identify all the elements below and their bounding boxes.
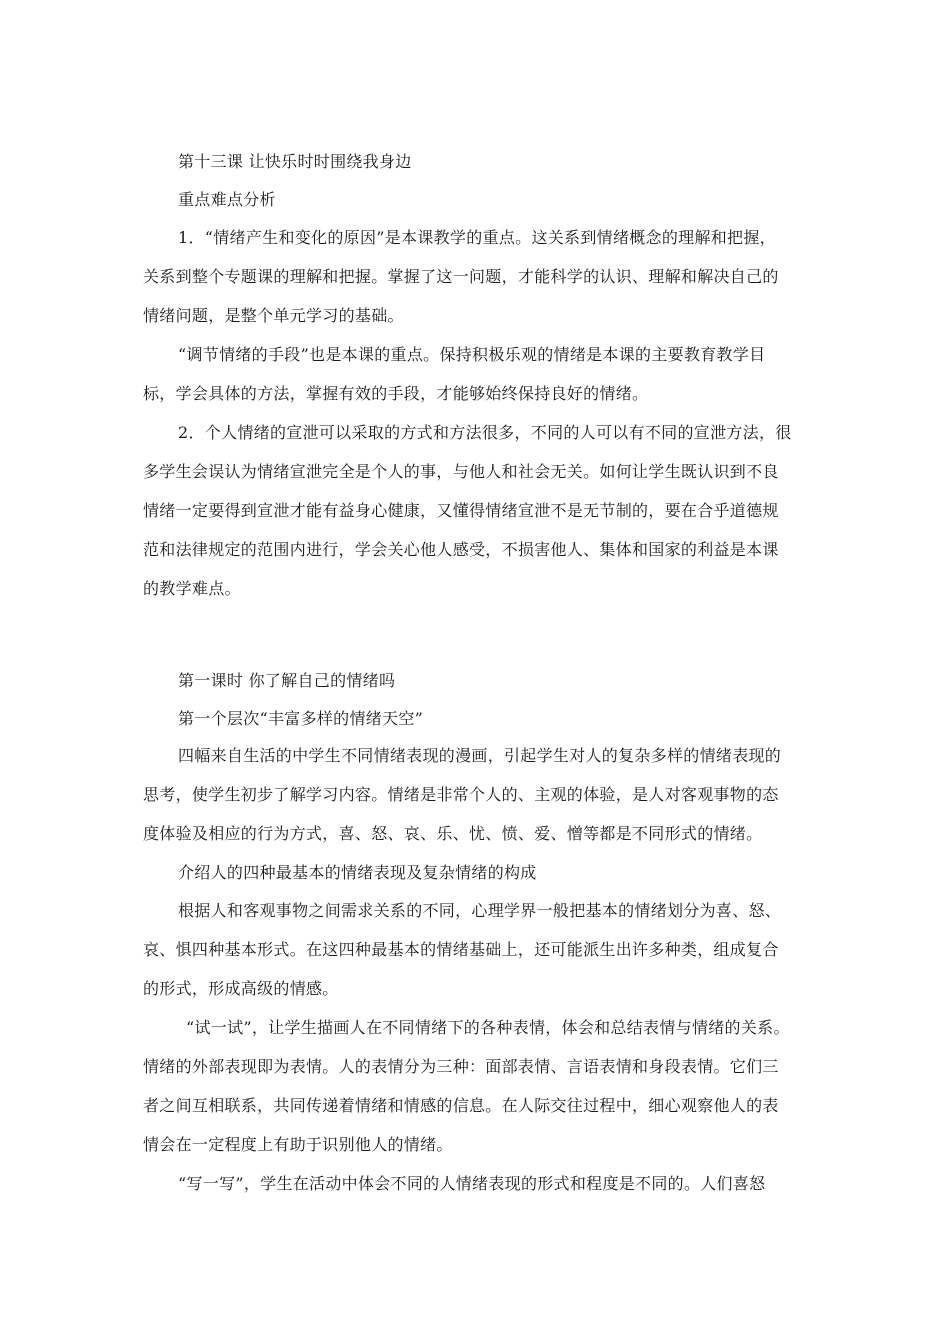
- paragraph-line: 思考，使学生初步了解学习内容。情绪是非常个人的、主观的体验，是人对客观事物的态: [143, 785, 779, 804]
- level-heading: 第一个层次“丰富多样的情绪天空”: [178, 709, 424, 728]
- paragraph-line: 者之间互相联系，共同传递着情绪和情感的信息。在人际交往过程中，细心观察他人的表: [143, 1096, 779, 1115]
- section-heading: 重点难点分析: [178, 190, 276, 209]
- paragraph-line: “试一试”，让学生描画人在不同情绪下的各种表情，体会和总结表情与情绪的关系。: [186, 1018, 790, 1037]
- paragraph-line: “写一写”，学生在活动中体会不同的人情绪表现的形式和程度是不同的。人们喜怒: [178, 1174, 766, 1193]
- paragraph-line: 情绪的外部表现即为表情。人的表情分为三种：面部表情、言语表情和身段表情。它们三: [143, 1057, 779, 1076]
- lesson-title: 第十三课 让快乐时时围绕我身边: [178, 152, 412, 171]
- paragraph-line: 的教学难点。: [143, 579, 241, 598]
- paragraph-line: 情会在一定程度上有助于识别他人的情绪。: [143, 1135, 453, 1154]
- paragraph-line: 多学生会误认为情绪宣泄完全是个人的事，与他人和社会无关。如何让学生既认识到不良: [143, 462, 779, 481]
- paragraph-line: 四幅来自生活的中学生不同情绪表现的漫画，引起学生对人的复杂多样的情绪表现的: [178, 746, 782, 765]
- paragraph-line: 标，学会具体的方法，掌握有效的手段，才能够始终保持良好的情绪。: [143, 384, 649, 403]
- paragraph-line: 情绪一定要得到宣泄才能有益身心健康，又懂得情绪宣泄不是无节制的，要在合乎道德规: [143, 501, 779, 520]
- paragraph-line: 范和法律规定的范围内进行，学会关心他人感受，不损害他人、集体和国家的利益是本课: [143, 540, 779, 559]
- paragraph-line: 2．个人情绪的宣泄可以采取的方式和方法很多，不同的人可以有不同的宣泄方法，很: [178, 423, 792, 442]
- paragraph-line: “调节情绪的手段”也是本课的重点。保持积极乐观的情绪是本课的主要教育教学目: [178, 345, 766, 364]
- paragraph-line: 1．“情绪产生和变化的原因”是本课教学的重点。这关系到情绪概念的理解和把握，: [178, 228, 776, 247]
- subheading: 介绍人的四种最基本的情绪表现及复杂情绪的构成: [178, 863, 537, 882]
- paragraph-line: 哀、惧四种基本形式。在这四种最基本的情绪基础上，还可能派生出许多种类，组成复合: [143, 940, 779, 959]
- paragraph-line: 根据人和客观事物之间需求关系的不同，心理学界一般把基本的情绪划分为喜、怒、: [178, 901, 782, 920]
- paragraph-line: 关系到整个专题课的理解和把握。掌握了这一问题，才能科学的认识、理解和解决自己的: [143, 267, 779, 286]
- paragraph-line: 情绪问题，是整个单元学习的基础。: [143, 306, 404, 325]
- paragraph-line: 的形式，形成高级的情感。: [143, 979, 339, 998]
- paragraph-line: 度体验及相应的行为方式，喜、怒、哀、乐、忧、愤、爱、憎等都是不同形式的情绪。: [143, 824, 763, 843]
- period-title: 第一课时 你了解自己的情绪吗: [178, 671, 396, 690]
